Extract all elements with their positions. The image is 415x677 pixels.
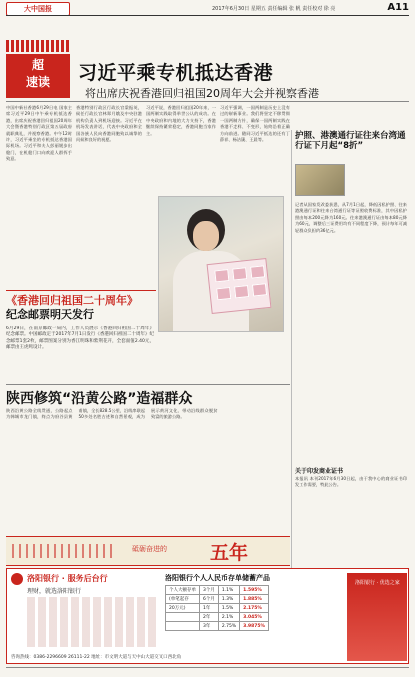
bank-contact: 咨询热线：0386-2296609 26111-22 地址：市文明大道与天中山大道交叉口西北角 — [11, 655, 182, 660]
rate-table-title: 洛阳银行个人人民币存单储蓄产品 — [165, 574, 270, 582]
bottom-rule — [6, 667, 409, 668]
lead-article-col-4: 习近平强调，一国两制是历史上没有过的崭新事业。我们将坚定不移贯彻一国两制方针，确保一国两制实践在香港不走样、不变形，始终沿着正确方向前进。随同习近平抵达的还有丁薛祥、杨洁篪、王晨等。 — [220, 105, 290, 143]
table-cell: 20万元) — [166, 604, 200, 613]
headline-rule — [6, 101, 409, 102]
stamp-news-photo — [158, 196, 284, 332]
table-cell: 6个月 — [200, 595, 219, 604]
bank-logo-icon — [11, 573, 23, 585]
rate-table — [165, 585, 269, 631]
ad-graphic — [27, 597, 157, 647]
bank-name: 洛阳银行 · 服务后台行 — [27, 574, 108, 583]
top-rule — [6, 15, 409, 16]
table-cell: 2.1% — [218, 613, 239, 622]
stamp-sheet — [207, 258, 272, 314]
shaanxi-road-body: 陕西沿黄公路全线贯通，公路起点为韩城市龙门镇，终点为府谷县黄甫镇，全长828.5公里，沿线串联起50多处名胜古迹和自然景观，成为展示黄河文化、带动沿线群众脱贫致富的旅游公路。 — [6, 408, 218, 420]
table-cell: 2.75% — [218, 622, 239, 631]
table-cell: 2.175% — [240, 604, 269, 613]
photo-person-face — [193, 221, 219, 251]
table-row — [166, 613, 269, 622]
achievement-banner — [6, 536, 290, 566]
stamp-story-body: 6月29日，在南京邮政一局内，工作人员展示《香港回归祖国二十周年》纪念邮票。中国邮政定于2017年7月1日发行《香港回归祖国二十周年》纪念邮票1套2枚，邮票图案分别为香江明珠和紫荆花开，全套面值2.40元，邮票由王虎鸣设计。 — [6, 326, 154, 351]
middle-rule — [6, 384, 290, 385]
table-cell: 个人大额存单 — [166, 586, 200, 595]
newspaper-brand: 大中国报 — [6, 2, 70, 16]
table-row — [166, 586, 269, 595]
stamp-story-title — [6, 294, 138, 322]
badge-line-2: 速读 — [25, 75, 50, 89]
bank-advertisement — [6, 568, 409, 664]
stamp-title-rule — [6, 290, 156, 291]
banner-decoration — [12, 544, 116, 558]
main-subheadline: 将出席庆祝香港回归祖国20周年大会并视察香港 — [85, 87, 319, 100]
stamp-title-rest: 纪念邮票明天发行 — [6, 308, 94, 321]
banner-text: 砥砺奋进的 — [132, 545, 167, 553]
badge-stripe — [6, 40, 70, 52]
shaanxi-road-headline: 陕西修筑“沿黄公路”造福群众 — [6, 391, 193, 407]
table-cell: 3.9875% — [240, 622, 269, 631]
notice-body: 本报讯 本刊2017年6月30日起，由于我中心的商业证书印发工作需要，特此公告。 — [295, 476, 407, 488]
table-cell: 1年 — [200, 604, 219, 613]
table-cell: 1.595% — [240, 586, 269, 595]
table-cell: 1.885% — [240, 595, 269, 604]
table-cell: 3个月 — [200, 586, 219, 595]
lead-article-col-2: 香港特别行政区行政长官梁振英，候任行政长官林郑月娥及中央驻港机构负责人到机场迎接。习近平在机场发表讲话，代表中央政府和全国各族人民向香港同胞致以诚挚的问候和良好的祝愿。 — [76, 105, 142, 143]
column-divider — [291, 130, 292, 587]
lead-article-col-1: 中国中新社香港6月29日电 国家主席习近平29日中午乘专机抵达香港，出席庆祝香港回归祖国20周年大会暨香港特别行政区第五届政府就职典礼，并视察香港。中午12时许，习近平乘坐的专机抵达香港国际机场。习近平和夫人彭丽媛步出舱门，在机舱门口向欢迎人群挥手致意。 — [6, 105, 72, 162]
table-cell: (单笔起存 — [166, 595, 200, 604]
table-cell: 1.5% — [218, 604, 239, 613]
table-cell: 3.045% — [240, 613, 269, 622]
table-cell — [166, 622, 200, 631]
table-cell: 3年 — [200, 622, 219, 631]
edition-meta: 2017年6月30日 星期五 责任编辑 张 帆 责任校对 徐 亮 — [212, 6, 336, 12]
badge-line-1: 超 — [31, 58, 44, 72]
ad-side-text: 洛阳银行 · 优选之家 — [355, 580, 400, 586]
stamp-title-quote: 《香港回归祖国二十周年》 — [6, 294, 138, 307]
banner-five-years: 五年 — [210, 542, 249, 564]
table-row — [166, 604, 269, 613]
passport-fee-body: 记者从国家发改委获悉，从7月1日起，降低因私护照、往来港澳通行证和往来台湾通行证等证照收费标准，其中因私护照由每本200元降为160元。往来港澳通行证由每本80元降为60元，调整后三证费用均有不同程度下降，预计每年可减轻群众负担约36亿元。 — [295, 202, 407, 233]
passport-fee-title: 护照、港澳通行证往来台湾通行证下月起“8折” — [295, 131, 406, 151]
ad-side-panel — [347, 573, 407, 661]
table-cell: 1.1% — [218, 586, 239, 595]
table-cell — [166, 613, 200, 622]
table-row — [166, 622, 269, 631]
table-cell: 2年 — [200, 613, 219, 622]
notice-title: 关于印发商业证书 — [295, 468, 344, 475]
table-cell: 1.3% — [218, 595, 239, 604]
page-code: A11 — [387, 2, 409, 13]
section-badge — [6, 54, 70, 98]
table-row — [166, 595, 269, 604]
lead-article-col-3: 习近平说，香港回归祖国20年来，一国两制实践取得举世公认的成功。在中央政府和内地的大力支持下，香港继续保持繁荣稳定，香港同胞当家作主。 — [146, 105, 216, 136]
bank-slogan: 理财，就选洛阳银行 — [27, 588, 82, 595]
main-headline: 习近平乘专机抵达香港 — [78, 62, 274, 84]
